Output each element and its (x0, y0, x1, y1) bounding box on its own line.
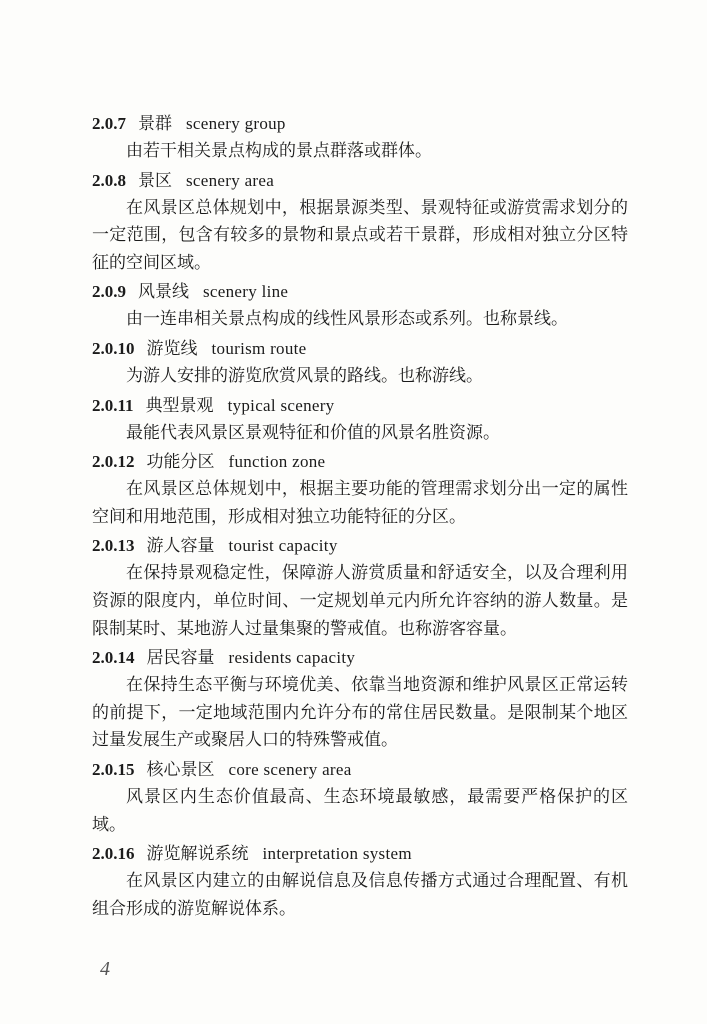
term-definition: 最能代表风景区景观特征和价值的风景名胜资源。 (126, 422, 500, 443)
term-number: 2.0.14 (92, 648, 135, 668)
term-heading (92, 392, 628, 420)
term-heading (92, 167, 628, 195)
term-english: typical scenery (227, 395, 335, 415)
term-2-0-16 (92, 840, 628, 923)
term-2-0-12 (92, 448, 628, 531)
term-chinese: 风景线 (138, 282, 189, 303)
term-chinese: 游览解说系统 (146, 844, 249, 865)
term-2-0-10 (92, 335, 628, 391)
term-heading (92, 756, 628, 784)
term-chinese: 景区 (138, 170, 172, 191)
term-number: 2.0.12 (92, 452, 135, 472)
term-chinese: 功能分区 (146, 452, 215, 473)
term-english: scenery group (186, 114, 286, 133)
term-2-0-8 (92, 167, 628, 278)
page-body (92, 110, 628, 924)
term-english: core scenery area (228, 759, 352, 779)
term-definition: 由一连串相关景点构成的线性风景形态或系列。也称景线。 (126, 309, 568, 330)
term-number: 2.0.13 (92, 536, 135, 556)
term-2-0-15 (92, 756, 628, 839)
term-heading (92, 278, 628, 306)
term-heading (92, 110, 628, 138)
term-2-0-14 (92, 644, 628, 755)
term-definition: 风景区内生态价值最高、生态环境最敏感，最需要严格保护的区域。 (92, 786, 628, 835)
term-number: 2.0.11 (92, 395, 134, 415)
term-heading (92, 644, 628, 672)
term-2-0-9 (92, 278, 628, 334)
term-english: function zone (228, 452, 326, 472)
term-english: scenery line (203, 282, 289, 302)
term-heading (92, 840, 628, 868)
term-english: interpretation system (262, 844, 412, 864)
term-definition: 在保持景观稳定性，保障游人游赏质量和舒适安全，以及合理利用资源的限度内，单位时间、一定规划单元内所允许容纳的游人数量。是限制某时、某地游人过量集聚的警戒值。也称游客容量。 (92, 563, 628, 639)
term-english: tourism route (211, 338, 307, 358)
term-number: 2.0.16 (92, 844, 135, 864)
page-number: 4 (100, 958, 110, 980)
term-chinese: 居民容量 (146, 648, 215, 669)
term-english: scenery area (186, 170, 275, 190)
term-chinese: 游览线 (146, 338, 198, 359)
term-heading (92, 335, 628, 363)
term-chinese: 核心景区 (146, 759, 215, 780)
term-2-0-13 (92, 532, 628, 643)
term-number: 2.0.8 (92, 170, 126, 190)
term-number: 2.0.15 (92, 759, 135, 779)
term-number: 2.0.10 (92, 338, 135, 358)
term-definition: 由若干相关景点构成的景点群落或群体。 (126, 141, 432, 161)
term-definition: 在风景区总体规划中，根据主要功能的管理需求划分出一定的属性空间和用地范围，形成相对独立功能特征的分区。 (92, 479, 628, 527)
term-number: 2.0.9 (92, 282, 126, 302)
term-heading (92, 532, 628, 560)
term-definition: 在保持生态平衡与环境优美、依靠当地资源和维护风景区正常运转的前提下，一定地域范围内允许分布的常住居民数量。是限制某个地区过量发展生产或聚居人口的特殊警戒值。 (92, 675, 628, 751)
term-english: tourist capacity (228, 536, 338, 556)
term-definition: 在风景区内建立的由解说信息及信息传播方式通过合理配置、有机组合形成的游览解说体系。 (92, 871, 628, 919)
term-definition: 为游人安排的游览欣赏风景的路线。也称游线。 (126, 365, 483, 386)
term-number: 2.0.7 (92, 114, 126, 133)
term-2-0-11 (92, 392, 628, 448)
term-heading (92, 448, 628, 476)
term-english: residents capacity (228, 648, 356, 668)
term-2-0-7 (92, 110, 628, 166)
term-chinese: 典型景观 (145, 395, 214, 416)
term-definition: 在风景区总体规划中，根据景源类型、景观特征或游赏需求划分的一定范围，包含有较多的景物和景点或若干景群，形成相对独立分区特征的空间区域。 (92, 197, 628, 273)
term-chinese: 游人容量 (146, 536, 215, 557)
term-chinese: 景群 (138, 114, 172, 134)
